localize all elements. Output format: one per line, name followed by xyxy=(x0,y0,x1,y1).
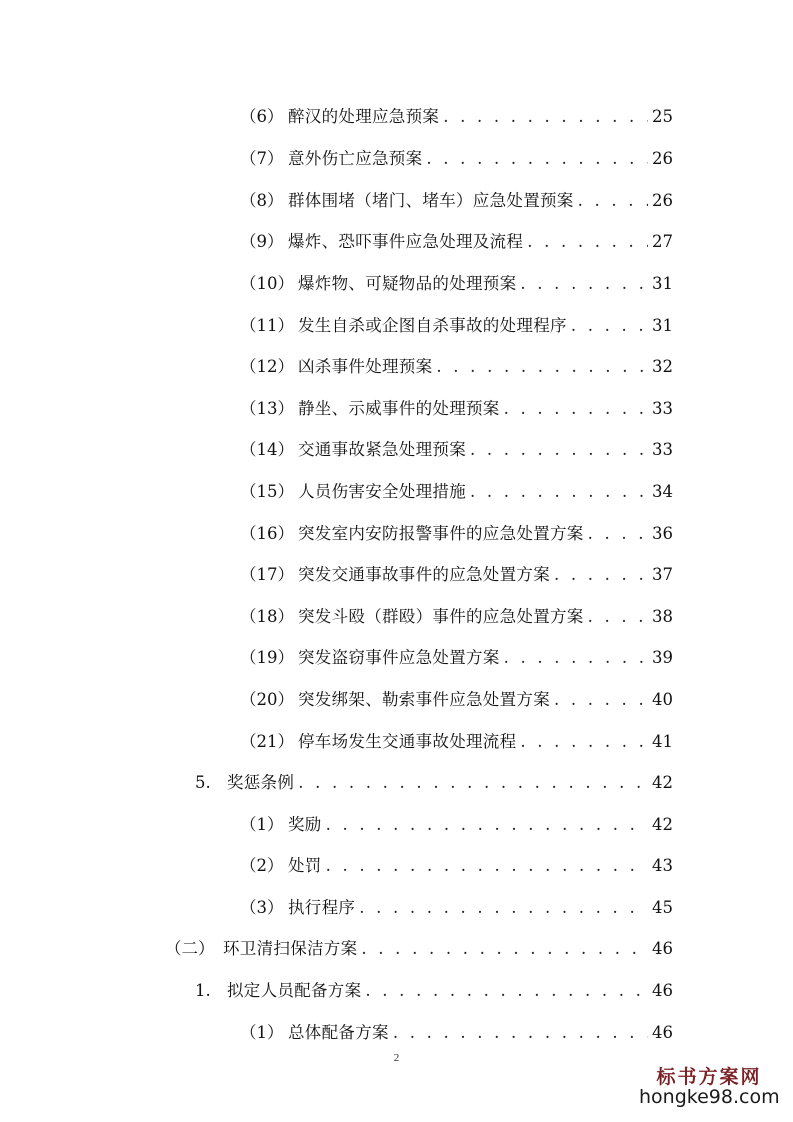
toc-entry[interactable] xyxy=(240,189,673,213)
toc-entry[interactable] xyxy=(240,646,673,670)
toc-entry-number: （13） xyxy=(240,399,294,418)
dot-leader xyxy=(470,480,648,504)
toc-entry-title: 拟定人员配备方案 xyxy=(227,981,362,1000)
dot-leader xyxy=(504,397,648,421)
toc-entry-number: （二） xyxy=(165,939,215,958)
dot-leader xyxy=(393,1021,648,1045)
toc-entry[interactable] xyxy=(240,688,673,712)
toc-entry-number: （3） xyxy=(240,898,284,917)
toc-entry-title: 爆炸、恐吓事件应急处理及流程 xyxy=(288,232,524,251)
toc-entry-title: 总体配备方案 xyxy=(288,1023,389,1042)
toc-entry-number: （19） xyxy=(240,648,294,667)
toc-entry-number: （10） xyxy=(240,274,294,293)
toc-entry-title: 突发盗窃事件应急处置方案 xyxy=(298,648,500,667)
dot-leader xyxy=(588,522,648,546)
toc-entry-number: （18） xyxy=(240,607,294,626)
toc-entry-page: 34 xyxy=(652,482,673,501)
toc-entry-number: （17） xyxy=(240,565,294,584)
toc-entry-title: 醉汉的处理应急预案 xyxy=(288,107,440,126)
dot-leader xyxy=(470,438,648,462)
dot-leader xyxy=(326,813,648,837)
toc-entry-title: 人员伤害安全处理措施 xyxy=(298,482,466,501)
toc-entry-number: （20） xyxy=(240,690,294,709)
watermark-chinese-text: 标书方案网 xyxy=(656,1066,762,1088)
toc-entry-title: 意外伤亡应急预案 xyxy=(288,149,423,168)
toc-entry-page: 37 xyxy=(652,565,673,584)
dot-leader xyxy=(520,272,648,296)
toc-entry-number: （15） xyxy=(240,482,294,501)
toc-entry-page: 40 xyxy=(652,690,673,709)
toc-entry-page: 43 xyxy=(652,856,673,875)
page-number: 2 xyxy=(393,1052,400,1064)
toc-entry-number: 5. xyxy=(195,773,211,792)
dot-leader xyxy=(365,979,648,1003)
toc-entry-page: 31 xyxy=(652,274,673,293)
toc-entry-page: 32 xyxy=(652,357,673,376)
toc-entry[interactable] xyxy=(240,563,673,587)
toc-entry-page: 38 xyxy=(652,607,673,626)
toc-entry[interactable] xyxy=(240,730,673,754)
dot-leader xyxy=(436,355,648,379)
dot-leader xyxy=(326,854,648,878)
toc-entry-page: 33 xyxy=(652,399,673,418)
toc-entry[interactable] xyxy=(240,896,673,920)
toc-entry-number: （11） xyxy=(240,316,294,335)
toc-entry[interactable] xyxy=(240,230,673,254)
toc-entry-title: 奖励 xyxy=(288,815,322,834)
toc-entry-page: 31 xyxy=(652,316,673,335)
toc-entry-title: 突发绑架、勒索事件应急处置方案 xyxy=(298,690,550,709)
toc-entry-page: 46 xyxy=(652,1023,673,1042)
toc-entry-title: 爆炸物、可疑物品的处理预案 xyxy=(298,274,517,293)
toc-entry-title: 静坐、示威事件的处理预案 xyxy=(298,399,500,418)
dot-leader xyxy=(504,646,648,670)
dot-leader xyxy=(426,147,648,171)
toc-entry[interactable] xyxy=(240,854,673,878)
toc-entry-title: 停车场发生交通事故处理流程 xyxy=(298,732,517,751)
dot-leader xyxy=(520,730,648,754)
dot-leader xyxy=(361,937,648,961)
toc-entry-title: 环卫清扫保洁方案 xyxy=(223,939,358,958)
toc-entry[interactable] xyxy=(240,105,673,129)
toc-entry[interactable] xyxy=(240,1021,673,1045)
toc-entry[interactable] xyxy=(195,979,673,1003)
toc-entry-number: （1） xyxy=(240,815,284,834)
toc-entry-number: （2） xyxy=(240,856,284,875)
toc-entry-number: （12） xyxy=(240,357,294,376)
dot-leader xyxy=(578,189,648,213)
toc-entry-page: 26 xyxy=(652,149,673,168)
toc-entry-number: （14） xyxy=(240,440,294,459)
toc-entry-page: 36 xyxy=(652,524,673,543)
toc-entry-number: （21） xyxy=(240,732,294,751)
toc-entry[interactable] xyxy=(165,937,673,961)
toc-entry[interactable] xyxy=(240,147,673,171)
toc-entry-number: （8） xyxy=(240,191,284,210)
toc-entry-title: 群体围堵（堵门、堵车）应急处置预案 xyxy=(288,191,574,210)
dot-leader xyxy=(298,771,648,795)
toc-entry-title: 凶杀事件处理预案 xyxy=(298,357,433,376)
toc-entry-page: 46 xyxy=(652,981,673,1000)
dot-leader xyxy=(527,230,648,254)
toc-entry-page: 45 xyxy=(652,898,673,917)
toc-entry-title: 突发斗殴（群殴）事件的应急处置方案 xyxy=(298,607,584,626)
toc-entry-title: 发生自杀或企图自杀事故的处理程序 xyxy=(298,316,567,335)
toc-entry-number: （6） xyxy=(240,107,284,126)
toc-entry-number: （1） xyxy=(240,1023,284,1042)
toc-entry[interactable] xyxy=(240,438,673,462)
toc-entry-number: （9） xyxy=(240,232,284,251)
dot-leader xyxy=(554,688,648,712)
dot-leader xyxy=(571,314,648,338)
toc-entry[interactable] xyxy=(240,480,673,504)
toc-entry-number: （16） xyxy=(240,524,294,543)
toc-entry-title: 突发室内安防报警事件的应急处置方案 xyxy=(298,524,584,543)
dot-leader xyxy=(554,563,648,587)
toc-entry-page: 27 xyxy=(652,232,673,251)
toc-entry[interactable] xyxy=(240,314,673,338)
toc-entry[interactable] xyxy=(240,522,673,546)
toc-entry[interactable] xyxy=(240,272,673,296)
toc-entry[interactable] xyxy=(240,605,673,629)
toc-entry-page: 42 xyxy=(652,773,673,792)
toc-entry-page: 41 xyxy=(652,732,673,751)
watermark-domain-text: hongke98.com xyxy=(639,1085,780,1108)
dot-leader xyxy=(359,896,648,920)
toc-entry-number: （7） xyxy=(240,149,284,168)
toc-entry-page: 42 xyxy=(652,815,673,834)
toc-entry-title: 交通事故紧急处理预案 xyxy=(298,440,466,459)
toc-entry-title: 执行程序 xyxy=(288,898,356,917)
toc-entry-number: 1. xyxy=(195,981,211,1000)
dot-leader xyxy=(443,105,648,129)
toc-entry-page: 39 xyxy=(652,648,673,667)
toc-entry-page: 46 xyxy=(652,939,673,958)
toc-entry[interactable] xyxy=(240,397,673,421)
toc-entry-title: 突发交通事故事件的应急处置方案 xyxy=(298,565,550,584)
toc-entry-page: 26 xyxy=(652,191,673,210)
toc-entry-page: 33 xyxy=(652,440,673,459)
toc-entry-title: 处罚 xyxy=(288,856,322,875)
toc-entry-page: 25 xyxy=(652,107,673,126)
toc-entry[interactable] xyxy=(240,355,673,379)
toc-entry-title: 奖惩条例 xyxy=(227,773,295,792)
toc-entry[interactable] xyxy=(240,813,673,837)
dot-leader xyxy=(588,605,648,629)
watermark xyxy=(639,1068,779,1108)
toc-entry[interactable] xyxy=(195,771,673,795)
